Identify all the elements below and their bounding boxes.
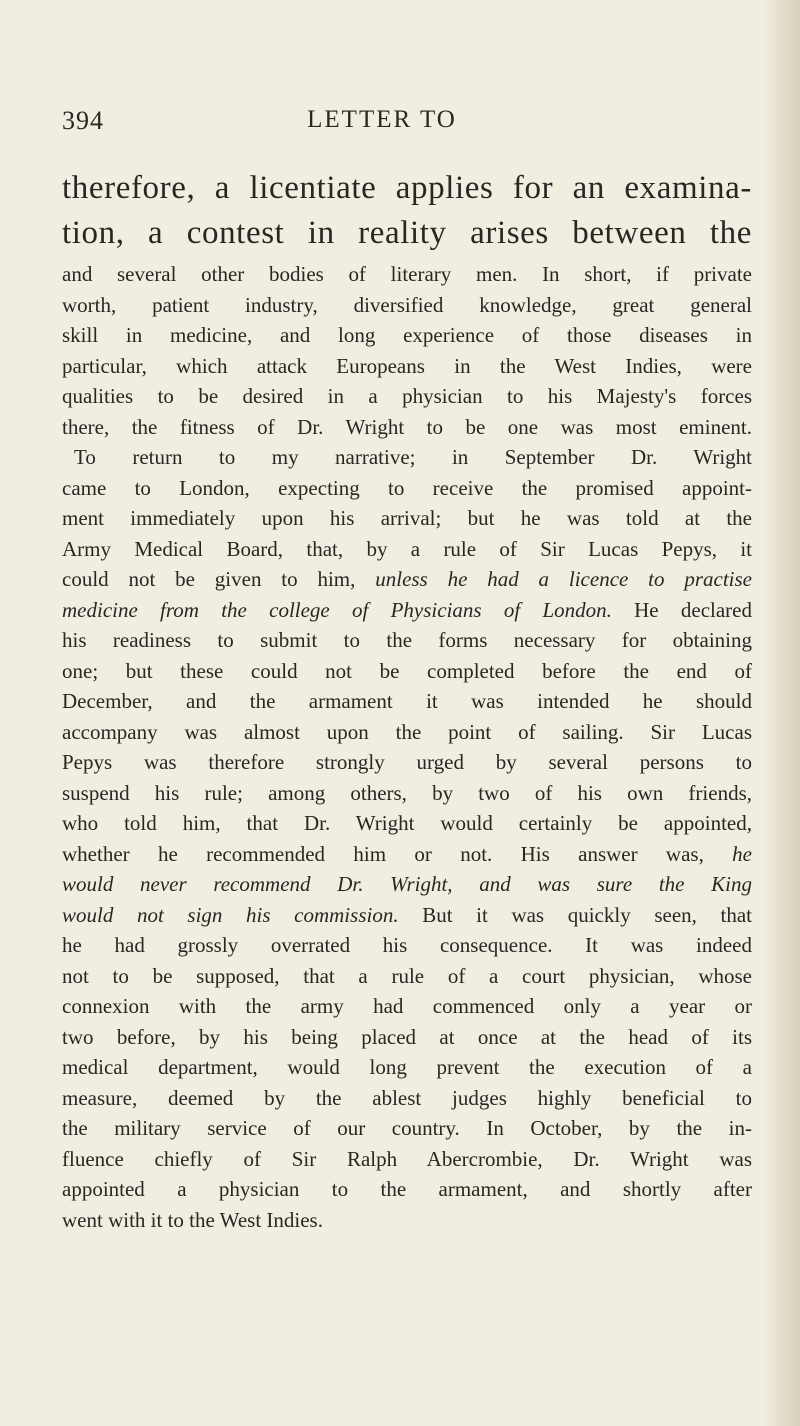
text-line: went with it to the West Indies. (62, 1207, 323, 1232)
text-line: December, and the armament it was intended he should (62, 689, 752, 713)
text-line: Army Medical Board, that, by a rule of Sir Lucas Pepys, it (62, 536, 752, 561)
text-line: who told him, that Dr. Wright would certainly be appointed, (62, 811, 752, 835)
text-line: the military service of our country. In October, by the in- (62, 1116, 752, 1140)
text-line: ment immediately upon his arrival; but he was told at the (62, 506, 752, 530)
italic-text-run: would not sign his commission. (62, 902, 399, 927)
page-number: 394 (62, 106, 104, 135)
text-line: not to be supposed, that a rule of a court physician, whose (62, 963, 752, 988)
text-line: fluence chiefly of Sir Ralph Abercrombie, Dr. Wright was (62, 1146, 752, 1171)
text-line: medical department, would long prevent the execution of a (62, 1055, 752, 1079)
text-line: suspend his rule; among others, by two of his own friends, (62, 780, 752, 805)
text-line: skill in medicine, and long experience of those diseases in (62, 323, 752, 347)
text-line: tion, a contest in reality arises between the (62, 215, 752, 251)
text-line: two before, by his being placed at once at the head of its (62, 1024, 752, 1049)
text-line: worth, patient industry, diversified knowledge, great general (62, 292, 752, 317)
text-line: he had grossly overrated his consequence. It was indeed (62, 933, 752, 957)
italic-text-run: unless he had a licence to practise (375, 567, 752, 591)
text-line: particular, which attack Europeans in the West Indies, were (62, 353, 752, 378)
text-run: He declared (611, 597, 752, 622)
page-edge-shadow (764, 0, 800, 1426)
text-run: could not be given to him, (62, 567, 376, 591)
text-line: Pepys was therefore strongly urged by several persons to (62, 750, 752, 774)
text-line: measure, deemed by the ablest judges highly beneficial to (62, 1085, 752, 1110)
text-line: his readiness to submit to the forms necessary for obtaining (62, 628, 752, 652)
text-line: came to London, expecting to receive the promised appoint- (62, 475, 752, 500)
text-line: qualities to be desired in a physician to his Majesty's forces (62, 384, 752, 408)
text-run: But it was quickly seen, that (398, 902, 752, 927)
continued-text-large (62, 166, 752, 256)
text-line: To return to my narrative; in September Dr. Wright (74, 445, 752, 469)
text-line: one; but these could not be completed before the end of (62, 658, 752, 683)
text-line: and several other bodies of literary men. In short, if private (62, 262, 752, 286)
italic-text-run: would never recommend Dr. Wright, and was sure the King (62, 872, 752, 896)
text-line (62, 900, 752, 931)
italic-text-run: he (732, 841, 752, 866)
body-paragraph (62, 259, 752, 1235)
text-line (62, 595, 752, 626)
text-line: appointed a physician to the armament, and shortly after (62, 1177, 752, 1201)
text-line: there, the fitness of Dr. Wright to be one was most eminent. (62, 414, 752, 439)
text-line: connexion with the army had commenced only a year or (62, 994, 752, 1018)
italic-text-run: medicine from the college of Physicians of London. (62, 597, 612, 622)
page-header (62, 106, 742, 146)
text-line (62, 564, 752, 595)
text-line: therefore, a licentiate applies for an examina- (62, 170, 752, 206)
text-line (62, 869, 752, 900)
text-line: accompany was almost upon the point of sailing. Sir Lucas (62, 719, 752, 744)
running-title: LETTER TO (307, 106, 457, 133)
text-run: whether he recommended him or not. His answer was, (62, 841, 733, 866)
text-line (62, 839, 752, 870)
